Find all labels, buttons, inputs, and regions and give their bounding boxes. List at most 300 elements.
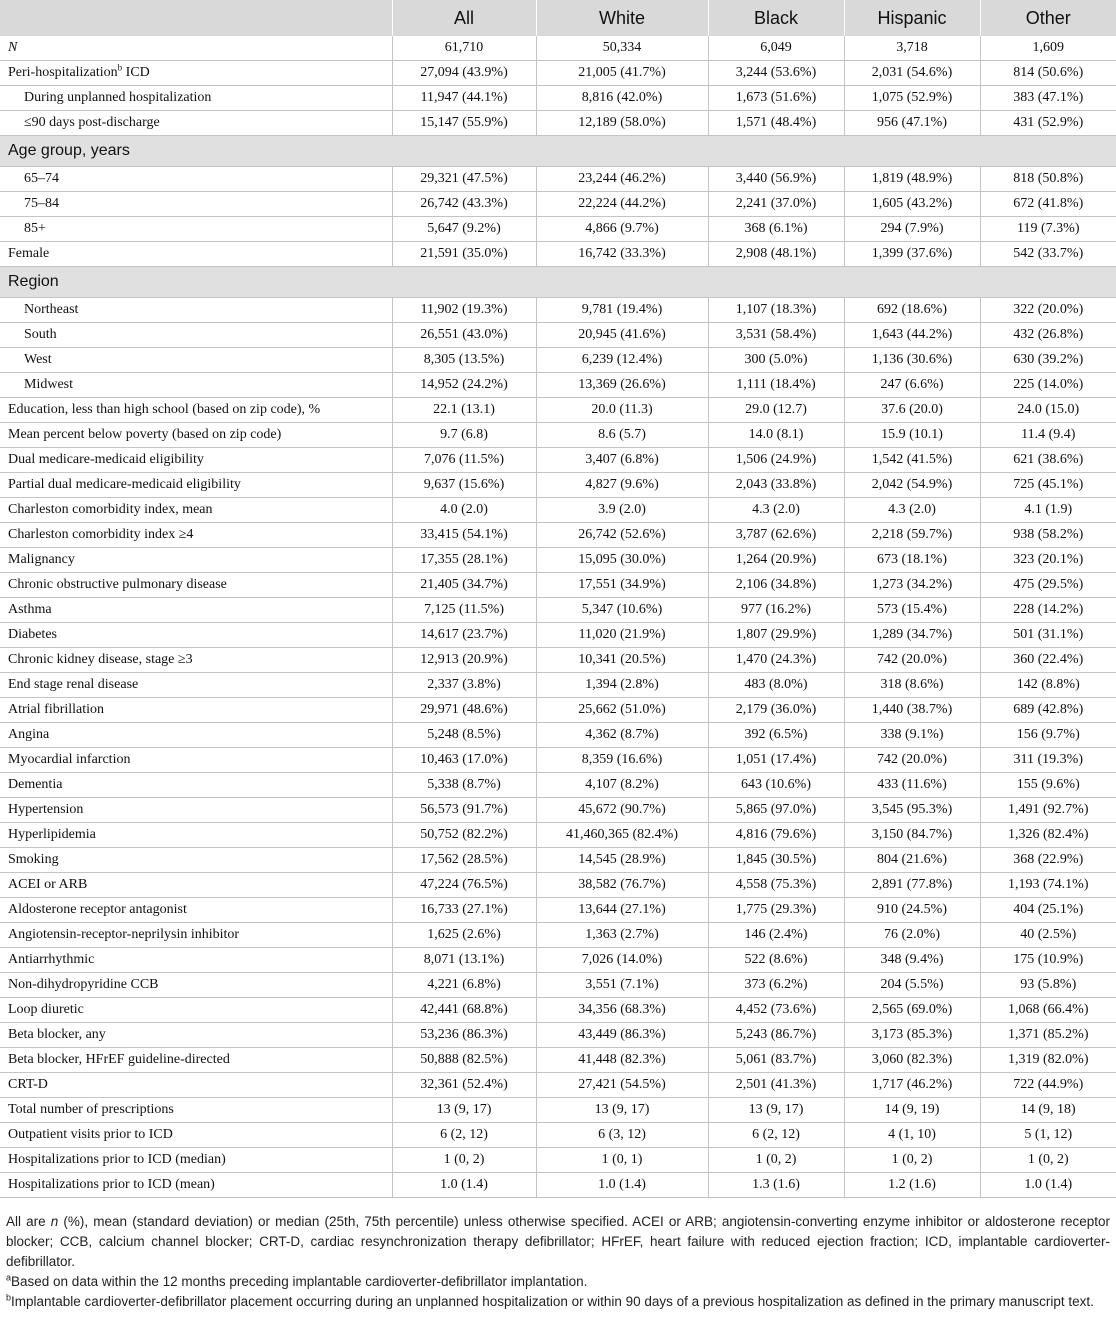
cell-all: 21,591 (35.0%) [392,242,536,267]
cell-other: 1,491 (92.7%) [980,798,1116,823]
table-row [0,1073,1116,1098]
cell-white: 4,362 (8.7%) [536,723,708,748]
row-label: Outpatient visits prior to ICD [0,1123,392,1148]
cell-all: 6 (2, 12) [392,1123,536,1148]
cell-white: 17,551 (34.9%) [536,573,708,598]
cell-black: 1,107 (18.3%) [708,298,844,323]
cell-white: 12,189 (58.0%) [536,111,708,136]
cell-black: 2,043 (33.8%) [708,473,844,498]
cell-all: 1 (0, 2) [392,1148,536,1173]
cell-black: 1,506 (24.9%) [708,448,844,473]
header-label-column [0,0,392,36]
cell-all: 10,463 (17.0%) [392,748,536,773]
row-label: CRT-D [0,1073,392,1098]
cell-hispanic: 573 (15.4%) [844,598,980,623]
table-row [0,36,1116,61]
footnote-b-mark: b [6,1292,12,1303]
table-row [0,1048,1116,1073]
cell-white: 1.0 (1.4) [536,1173,708,1198]
row-label: Smoking [0,848,392,873]
cell-all: 7,125 (11.5%) [392,598,536,623]
cell-black: 6,049 [708,36,844,61]
header-black: Black [708,0,844,36]
cell-black: 1,264 (20.9%) [708,548,844,573]
table-row [0,998,1116,1023]
table-row [0,348,1116,373]
cell-white: 4,866 (9.7%) [536,217,708,242]
cell-other: 1.0 (1.4) [980,1173,1116,1198]
cell-hispanic: 1,717 (46.2%) [844,1073,980,1098]
cell-white: 8.6 (5.7) [536,423,708,448]
table-row [0,1098,1116,1123]
cell-all: 4,221 (6.8%) [392,973,536,998]
cell-hispanic: 1.2 (1.6) [844,1173,980,1198]
cell-black: 29.0 (12.7) [708,398,844,423]
table-row [0,1023,1116,1048]
cell-hispanic: 4 (1, 10) [844,1123,980,1148]
cell-other: 1 (0, 2) [980,1148,1116,1173]
cell-other: 311 (19.3%) [980,748,1116,773]
cell-all: 53,236 (86.3%) [392,1023,536,1048]
row-label: West [0,348,392,373]
table-row [0,398,1116,423]
cell-all: 5,647 (9.2%) [392,217,536,242]
row-label: Northeast [0,298,392,323]
footnote-a-text: Based on data within the 12 months preceding implantable cardioverter-defibrillator implantation. [11,1274,588,1289]
row-label: South [0,323,392,348]
cell-other: 621 (38.6%) [980,448,1116,473]
cell-other: 404 (25.1%) [980,898,1116,923]
cell-all: 8,305 (13.5%) [392,348,536,373]
footnote-marker: b [117,62,123,73]
cell-black: 643 (10.6%) [708,773,844,798]
cell-black: 483 (8.0%) [708,673,844,698]
cell-other: 1,068 (66.4%) [980,998,1116,1023]
row-label: End stage renal disease [0,673,392,698]
cell-all: 50,888 (82.5%) [392,1048,536,1073]
cell-black: 1,775 (29.3%) [708,898,844,923]
cell-white: 3,551 (7.1%) [536,973,708,998]
cell-white: 43,449 (86.3%) [536,1023,708,1048]
cell-white: 9,781 (19.4%) [536,298,708,323]
table-row [0,648,1116,673]
cell-black: 1.3 (1.6) [708,1173,844,1198]
row-label: Malignancy [0,548,392,573]
cell-hispanic: 76 (2.0%) [844,923,980,948]
cell-other: 322 (20.0%) [980,298,1116,323]
cell-white: 4,107 (8.2%) [536,773,708,798]
cell-all: 14,617 (23.7%) [392,623,536,648]
cell-white: 20,945 (41.6%) [536,323,708,348]
cell-white: 26,742 (52.6%) [536,523,708,548]
cell-hispanic: 692 (18.6%) [844,298,980,323]
cell-all: 1.0 (1.4) [392,1173,536,1198]
row-label [0,36,392,61]
cell-white: 34,356 (68.3%) [536,998,708,1023]
cell-hispanic: 3,718 [844,36,980,61]
cell-all: 61,710 [392,36,536,61]
table-row [0,242,1116,267]
table-row [0,548,1116,573]
cell-black: 3,244 (53.6%) [708,61,844,86]
cell-black: 977 (16.2%) [708,598,844,623]
table-row [0,823,1116,848]
cell-hispanic: 294 (7.9%) [844,217,980,242]
cell-other: 725 (45.1%) [980,473,1116,498]
cell-other: 24.0 (15.0) [980,398,1116,423]
cell-black: 300 (5.0%) [708,348,844,373]
cell-all: 42,441 (68.8%) [392,998,536,1023]
footnote-general [6,1212,1110,1272]
footnote-general-text: (%), mean (standard deviation) or median (25th, 75th percentile) unless otherwise specified. ACEI or ARB; angiotensin-converting enzyme inhibitor or aldosterone receptor blocker; CCB, calcium channel blocker; CRT-D, cardiac resynchronization therapy defibrillator; HFrEF, heart failure with reduced ejection fraction; ICD, implantable cardioverter-defibrillator. [6,1214,1110,1269]
cell-black: 1,111 (18.4%) [708,373,844,398]
cell-hispanic: 1 (0, 2) [844,1148,980,1173]
table-row [0,723,1116,748]
cell-hispanic: 3,150 (84.7%) [844,823,980,848]
cell-all: 11,947 (44.1%) [392,86,536,111]
table-row [0,973,1116,998]
cell-white: 21,005 (41.7%) [536,61,708,86]
cell-white: 23,244 (46.2%) [536,167,708,192]
cell-hispanic: 15.9 (10.1) [844,423,980,448]
cell-black: 2,241 (37.0%) [708,192,844,217]
table-row [0,498,1116,523]
cell-white: 8,359 (16.6%) [536,748,708,773]
table-row [0,923,1116,948]
cell-all: 14,952 (24.2%) [392,373,536,398]
cell-white: 11,020 (21.9%) [536,623,708,648]
cell-black: 6 (2, 12) [708,1123,844,1148]
cell-hispanic: 433 (11.6%) [844,773,980,798]
row-label: Angiotensin-receptor-neprilysin inhibitor [0,923,392,948]
row-label: Mean percent below poverty (based on zip code) [0,423,392,448]
cell-all: 9,637 (15.6%) [392,473,536,498]
table-row [0,61,1116,86]
cell-hispanic: 348 (9.4%) [844,948,980,973]
cell-other: 119 (7.3%) [980,217,1116,242]
cell-hispanic: 1,136 (30.6%) [844,348,980,373]
cell-hispanic: 956 (47.1%) [844,111,980,136]
cell-black: 5,061 (83.7%) [708,1048,844,1073]
cell-white: 27,421 (54.5%) [536,1073,708,1098]
row-label: Hyperlipidemia [0,823,392,848]
cell-hispanic: 1,289 (34.7%) [844,623,980,648]
cell-black: 368 (6.1%) [708,217,844,242]
cell-black: 13 (9, 17) [708,1098,844,1123]
cell-all: 29,971 (48.6%) [392,698,536,723]
cell-white: 22,224 (44.2%) [536,192,708,217]
cell-other: 501 (31.1%) [980,623,1116,648]
cell-hispanic: 3,060 (82.3%) [844,1048,980,1073]
cell-hispanic: 910 (24.5%) [844,898,980,923]
row-label: Chronic obstructive pulmonary disease [0,573,392,598]
table-row [0,948,1116,973]
row-label: During unplanned hospitalization [0,86,392,111]
cell-black: 522 (8.6%) [708,948,844,973]
row-label: Charleston comorbidity index, mean [0,498,392,523]
table-row [0,848,1116,873]
cell-hispanic: 804 (21.6%) [844,848,980,873]
cell-white: 1,394 (2.8%) [536,673,708,698]
cell-white: 45,672 (90.7%) [536,798,708,823]
section-label: Region [0,267,1116,298]
cell-all: 8,071 (13.1%) [392,948,536,973]
cell-white: 3.9 (2.0) [536,498,708,523]
cell-black: 2,179 (36.0%) [708,698,844,723]
cell-all: 56,573 (91.7%) [392,798,536,823]
footnotes [0,1198,1116,1312]
cell-all: 17,562 (28.5%) [392,848,536,873]
table-row [0,773,1116,798]
cell-other: 5 (1, 12) [980,1123,1116,1148]
footnote-b-text: Implantable cardioverter-defibrillator placement occurring during an unplanned hospitalization or within 90 days of a previous hospitalization as defined in the primary manuscript text. [11,1294,1094,1309]
row-label-text: N [8,40,18,55]
header-other: Other [980,0,1116,36]
table-row [0,623,1116,648]
cell-black: 5,865 (97.0%) [708,798,844,823]
cell-all: 13 (9, 17) [392,1098,536,1123]
cell-hispanic: 742 (20.0%) [844,748,980,773]
cell-black: 1,470 (24.3%) [708,648,844,673]
cell-black: 2,908 (48.1%) [708,242,844,267]
row-label: Dementia [0,773,392,798]
cell-black: 4,452 (73.6%) [708,998,844,1023]
table-row [0,373,1116,398]
cell-other: 1,326 (82.4%) [980,823,1116,848]
header-hispanic: Hispanic [844,0,980,36]
cell-all: 17,355 (28.1%) [392,548,536,573]
table-row [0,573,1116,598]
row-label: Myocardial infarction [0,748,392,773]
cell-other: 14 (9, 18) [980,1098,1116,1123]
row-label: Chronic kidney disease, stage ≥3 [0,648,392,673]
cell-other: 1,609 [980,36,1116,61]
cell-hispanic: 2,565 (69.0%) [844,998,980,1023]
cell-white: 5,347 (10.6%) [536,598,708,623]
table-row [0,1123,1116,1148]
row-label-text: Peri-hospitalization [8,65,118,80]
row-label: Hospitalizations prior to ICD (median) [0,1148,392,1173]
table-row [0,673,1116,698]
cell-all: 7,076 (11.5%) [392,448,536,473]
cell-other: 814 (50.6%) [980,61,1116,86]
table-row [0,898,1116,923]
cell-other: 142 (8.8%) [980,673,1116,698]
table-row [0,1173,1116,1198]
cell-all: 4.0 (2.0) [392,498,536,523]
cell-white: 8,816 (42.0%) [536,86,708,111]
cell-white: 20.0 (11.3) [536,398,708,423]
cell-other: 432 (26.8%) [980,323,1116,348]
cell-hispanic: 1,643 (44.2%) [844,323,980,348]
table-row [0,798,1116,823]
cell-all: 22.1 (13.1) [392,398,536,423]
cell-black: 2,501 (41.3%) [708,1073,844,1098]
table-row [0,423,1116,448]
cell-hispanic: 1,542 (41.5%) [844,448,980,473]
cell-black: 146 (2.4%) [708,923,844,948]
table-row [0,86,1116,111]
cell-all: 29,321 (47.5%) [392,167,536,192]
table-row [0,1148,1116,1173]
cell-black: 1,673 (51.6%) [708,86,844,111]
cell-hispanic: 1,075 (52.9%) [844,86,980,111]
cell-hispanic: 1,399 (37.6%) [844,242,980,267]
row-label: Dual medicare-medicaid eligibility [0,448,392,473]
row-label: Total number of prescriptions [0,1098,392,1123]
cell-other: 1,193 (74.1%) [980,873,1116,898]
row-label: 75–84 [0,192,392,217]
row-label: ≤90 days post-discharge [0,111,392,136]
cell-hispanic: 2,891 (77.8%) [844,873,980,898]
cell-white: 6,239 (12.4%) [536,348,708,373]
cell-all: 5,248 (8.5%) [392,723,536,748]
cell-all: 1,625 (2.6%) [392,923,536,948]
cell-black: 4,558 (75.3%) [708,873,844,898]
cell-hispanic: 742 (20.0%) [844,648,980,673]
cell-white: 6 (3, 12) [536,1123,708,1148]
cell-all: 21,405 (34.7%) [392,573,536,598]
cell-all: 16,733 (27.1%) [392,898,536,923]
cell-black: 1 (0, 2) [708,1148,844,1173]
cell-hispanic: 14 (9, 19) [844,1098,980,1123]
cell-hispanic: 3,173 (85.3%) [844,1023,980,1048]
cell-black: 1,845 (30.5%) [708,848,844,873]
cell-white: 41,460,365 (82.4%) [536,823,708,848]
row-label: Atrial fibrillation [0,698,392,723]
table-row [0,598,1116,623]
cell-white: 50,334 [536,36,708,61]
header-row [0,0,1116,36]
cell-all: 9.7 (6.8) [392,423,536,448]
row-label: Aldosterone receptor antagonist [0,898,392,923]
cell-other: 689 (42.8%) [980,698,1116,723]
cell-other: 323 (20.1%) [980,548,1116,573]
cell-black: 2,106 (34.8%) [708,573,844,598]
table-row [0,698,1116,723]
cell-hispanic: 318 (8.6%) [844,673,980,698]
row-label: Hospitalizations prior to ICD (mean) [0,1173,392,1198]
cell-other: 630 (39.2%) [980,348,1116,373]
section-header-row [0,136,1116,167]
row-label: Angina [0,723,392,748]
cell-all: 32,361 (52.4%) [392,1073,536,1098]
footnote-b [6,1292,1110,1312]
cell-all: 33,415 (54.1%) [392,523,536,548]
cell-other: 360 (22.4%) [980,648,1116,673]
cell-black: 1,571 (48.4%) [708,111,844,136]
row-label: Diabetes [0,623,392,648]
table-body [0,36,1116,1198]
cell-all: 2,337 (3.8%) [392,673,536,698]
cell-black: 392 (6.5%) [708,723,844,748]
cell-all: 47,224 (76.5%) [392,873,536,898]
cell-other: 938 (58.2%) [980,523,1116,548]
header-white: White [536,0,708,36]
row-label: Education, less than high school (based on zip code), % [0,398,392,423]
cell-all: 11,902 (19.3%) [392,298,536,323]
cell-other: 475 (29.5%) [980,573,1116,598]
row-label: 65–74 [0,167,392,192]
table-row [0,523,1116,548]
row-label [0,61,392,86]
table-row [0,111,1116,136]
cell-black: 1,051 (17.4%) [708,748,844,773]
cell-all: 26,551 (43.0%) [392,323,536,348]
cell-hispanic: 1,440 (38.7%) [844,698,980,723]
footnote-a-mark: a [6,1272,12,1283]
row-label: ACEI or ARB [0,873,392,898]
section-label: Age group, years [0,136,1116,167]
cell-other: 542 (33.7%) [980,242,1116,267]
cell-white: 25,662 (51.0%) [536,698,708,723]
row-label: Partial dual medicare-medicaid eligibility [0,473,392,498]
cell-hispanic: 37.6 (20.0) [844,398,980,423]
cell-white: 41,448 (82.3%) [536,1048,708,1073]
cell-other: 175 (10.9%) [980,948,1116,973]
cell-other: 672 (41.8%) [980,192,1116,217]
cell-white: 15,095 (30.0%) [536,548,708,573]
cell-hispanic: 338 (9.1%) [844,723,980,748]
footnote-a [6,1272,1110,1292]
cell-hispanic: 4.3 (2.0) [844,498,980,523]
table-row [0,167,1116,192]
cell-white: 13 (9, 17) [536,1098,708,1123]
row-label: Beta blocker, any [0,1023,392,1048]
cell-other: 722 (44.9%) [980,1073,1116,1098]
cell-hispanic: 2,031 (54.6%) [844,61,980,86]
row-label: 85+ [0,217,392,242]
cell-hispanic: 1,605 (43.2%) [844,192,980,217]
table-row [0,323,1116,348]
cell-hispanic: 247 (6.6%) [844,373,980,398]
table-row [0,873,1116,898]
cell-other: 225 (14.0%) [980,373,1116,398]
cell-other: 93 (5.8%) [980,973,1116,998]
cell-white: 13,369 (26.6%) [536,373,708,398]
table-row [0,473,1116,498]
cell-white: 13,644 (27.1%) [536,898,708,923]
table-row [0,448,1116,473]
row-label: Asthma [0,598,392,623]
row-label: Antiarrhythmic [0,948,392,973]
cell-white: 4,827 (9.6%) [536,473,708,498]
cell-white: 1 (0, 1) [536,1148,708,1173]
cell-hispanic: 1,819 (48.9%) [844,167,980,192]
cell-white: 7,026 (14.0%) [536,948,708,973]
cell-other: 40 (2.5%) [980,923,1116,948]
cell-white: 10,341 (20.5%) [536,648,708,673]
section-header-row [0,267,1116,298]
row-label: Female [0,242,392,267]
cell-black: 14.0 (8.1) [708,423,844,448]
table-row [0,192,1116,217]
cell-other: 818 (50.8%) [980,167,1116,192]
cell-all: 27,094 (43.9%) [392,61,536,86]
cell-other: 1,319 (82.0%) [980,1048,1116,1073]
cell-black: 3,531 (58.4%) [708,323,844,348]
footnote-general-prefix: All are [6,1214,51,1229]
cell-hispanic: 2,042 (54.9%) [844,473,980,498]
header-all: All [392,0,536,36]
cell-white: 14,545 (28.9%) [536,848,708,873]
table-row [0,748,1116,773]
cell-hispanic: 2,218 (59.7%) [844,523,980,548]
row-label: Loop diuretic [0,998,392,1023]
cell-other: 1,371 (85.2%) [980,1023,1116,1048]
cell-other: 4.1 (1.9) [980,498,1116,523]
cell-white: 3,407 (6.8%) [536,448,708,473]
